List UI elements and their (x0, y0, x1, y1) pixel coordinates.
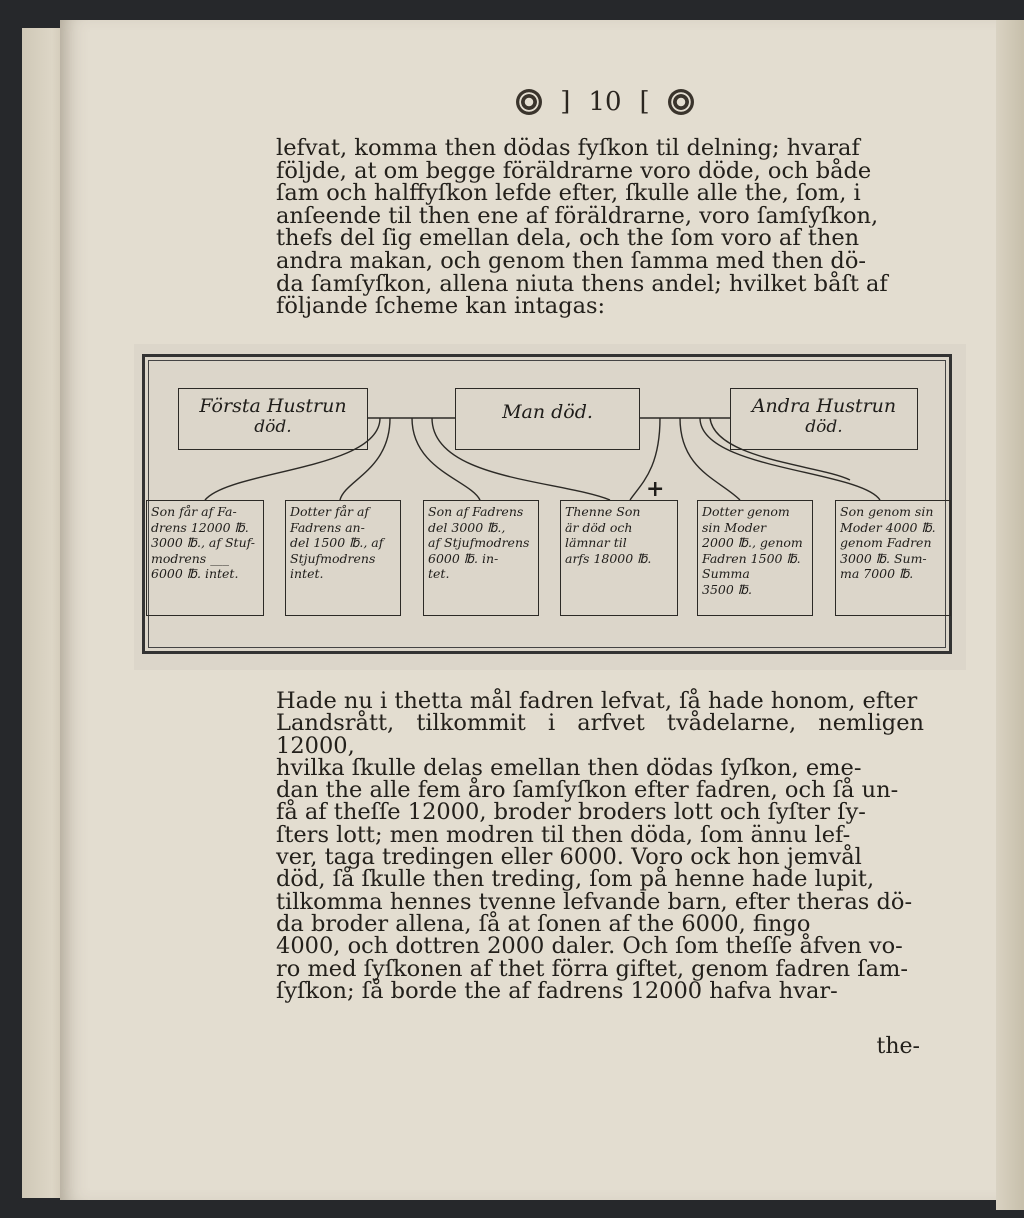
first-wife-box (178, 388, 368, 450)
first-wife-label: Första Hustrun (199, 395, 347, 417)
first-wife-status: död. (254, 417, 292, 437)
header-right-bracket: [ (639, 87, 650, 117)
second-wife-box (730, 388, 918, 450)
child-box-6: Son genom sin Moder 4000 ℔. genom Fadren 3000 ℔. Sum- ma 7000 ℔. (835, 500, 951, 616)
second-wife-status: död. (805, 417, 843, 437)
child-box-1: Son får af Fa- drens 12000 ℔. 3000 ℔., af Stuf- modrens ___ 6000 ℔. intet. (146, 500, 264, 616)
catchword: the- (876, 1034, 920, 1059)
man-label: Man död. (502, 401, 593, 423)
man-box (455, 388, 640, 450)
header-left-bracket: ] (560, 87, 571, 117)
child-box-3: Son af Fadrens del 3000 ℔., af Stjufmodrens 6000 ℔. in- tet. (423, 500, 539, 616)
child-box-5: Dotter genom sin Moder 2000 ℔., genom Fadren 1500 ℔. Summa 3500 ℔. (697, 500, 813, 616)
death-cross-icon: + (646, 476, 665, 502)
paragraph-top: lefvat, komma then dödas fyſkon til delning; hvaraf följde, at om begge föräldrarne voro döde, och både ſam och halffyſkon lefde efter, ſkulle alle the, ſom, i anſeende til then ene af föräldrarne, voro ſamſyſkon, thefs del ſig emellan dela, och the ſom voro af then andra makan, och genom then ſamma med then dö- da ſamſyſkon, allena niuta thens andel; hvilket båſt af följande ſcheme kan intagas: (276, 135, 888, 320)
second-wife-label: Andra Hustrun (751, 395, 897, 417)
paragraph-bottom: Hade nu i thetta mål fadren lefvat, ſå hade honom, efter Landsrått, tilkommit i arfvet tvådelarne, nemligen 12000, hvilka ſkulle delas emellan then dödas ſyſkon, eme- dan the alle fem åro ſamſyſkon efter fadren, och ſå un- få af theſſe 12000, broder broders lott och ſyſter ſy- ſters lott; men modren til then döda, ſom ännu lef- ver, taga tredingen eller 6000. Voro ock hon jemvål död, ſå ſkulle then treding, ſom på henne hade lupit, tilkomma hennes tvenne lefvande barn, efter theras dö- da broder allena, ſå at ſonen af the 6000, fingo 4000, och dottren 2000 daler. Och ſom theſſe åfven vo- ro med ſyſkonen af thet förra giftet, genom fadren ſam- ſyſkon; ſå borde the af fadrens 12000 hafva hvar- (276, 688, 924, 1004)
child-box-4: Thenne Son är död och lämnar til arfs 18000 ℔. (560, 500, 678, 616)
child-box-2: Dotter får af Fadrens an- del 1500 ℔., af Stjufmodrens intet. (285, 500, 401, 616)
page-number: 10 (588, 87, 622, 117)
